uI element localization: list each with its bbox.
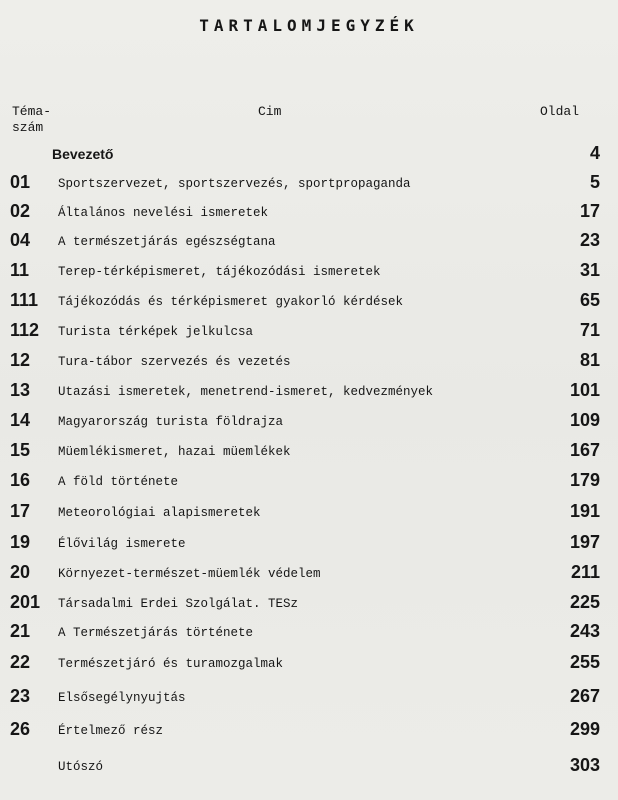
entry-title: Utazási ismeretek, menetrend-ismeret, kedvezmények: [58, 385, 434, 399]
entry-page: 299: [569, 719, 600, 739]
entry-title: Müemlékismeret, hazai müemlékek: [58, 445, 291, 459]
entry-title: Elsősegélynyujtás: [58, 691, 186, 705]
entry-page: 211: [570, 562, 600, 582]
entry-page: 23: [579, 230, 600, 250]
entry-title: Tura-tábor szervezés és vezetés: [58, 355, 291, 369]
entry-title: Turista térképek jelkulcsa: [58, 325, 254, 339]
entry-title: Értelmező rész: [58, 724, 164, 738]
entry-page: 71: [579, 320, 600, 340]
entry-number: 21: [10, 621, 31, 641]
toc-entry: [0, 290, 618, 320]
toc-entry: [0, 410, 618, 440]
toc-entry: [0, 652, 618, 682]
column-header-title: Cim: [258, 104, 282, 119]
entry-title: Utószó: [58, 760, 104, 774]
entry-number: 17: [10, 501, 31, 521]
entry-page: 167: [569, 440, 600, 460]
entry-number: 04: [10, 230, 31, 250]
entry-page: 101: [569, 380, 600, 400]
entry-page: 109: [569, 410, 600, 430]
toc-entry: [0, 320, 618, 350]
entry-title: Sportszervezet, sportszervezés, sportpropaganda: [58, 177, 411, 191]
entry-number: 12: [10, 350, 31, 370]
entry-page: 5: [589, 172, 600, 192]
entry-title: A természetjárás egészségtana: [58, 235, 276, 249]
entry-number: 23: [10, 686, 31, 706]
page-title: TARTALOMJEGYZÉK: [199, 16, 419, 35]
entry-page: 179: [569, 470, 600, 490]
entry-number: 14: [10, 410, 31, 430]
toc-entry: [0, 562, 618, 592]
entry-title: Meteorológiai alapismeretek: [58, 506, 261, 520]
entry-number: 02: [10, 201, 31, 221]
entry-title: Élővilág ismerete: [58, 537, 186, 551]
entry-number: 111: [10, 290, 39, 310]
entry-title: Terep-térképismeret, tájékozódási ismeretek: [58, 265, 381, 279]
toc-entry: [0, 532, 618, 562]
entry-number: 11: [10, 260, 30, 280]
entry-title: Magyarország turista földrajza: [58, 415, 284, 429]
entry-page: 303: [569, 755, 600, 775]
toc-entry: [0, 501, 618, 531]
entry-page: 243: [569, 621, 600, 641]
entry-title: Társadalmi Erdei Szolgálat. TESz: [58, 597, 299, 611]
entry-page: 81: [579, 350, 600, 370]
entry-number: 01: [10, 172, 31, 192]
toc-entry: [0, 230, 618, 260]
entry-title: A Természetjárás története: [58, 626, 254, 640]
entry-page: 255: [569, 652, 600, 672]
entry-page: 65: [579, 290, 600, 310]
entry-number: 22: [10, 652, 31, 672]
toc-entry: [0, 470, 618, 500]
entry-number: 26: [10, 719, 31, 739]
entry-number: 16: [10, 470, 31, 490]
entry-page: 31: [579, 260, 600, 280]
column-header-number: Téma- szám: [12, 104, 52, 135]
entry-title: Természetjáró és turamozgalmak: [58, 657, 284, 671]
toc-entry: [0, 350, 618, 380]
entry-number: 15: [10, 440, 31, 460]
toc-entry: [0, 755, 618, 785]
toc-entry: [0, 380, 618, 410]
toc-entry: [0, 592, 618, 622]
toc-entry: [0, 172, 618, 202]
entry-number: 19: [10, 532, 31, 552]
entry-number: 13: [10, 380, 31, 400]
entry-title: Tájékozódás és térképismeret gyakorló kérdések: [58, 295, 404, 309]
entry-number: 20: [10, 562, 31, 582]
entry-number: 112: [10, 320, 40, 340]
entry-page: 191: [569, 501, 600, 521]
toc-entry: [0, 143, 618, 173]
toc-entry: [0, 719, 618, 749]
toc-entry: [0, 686, 618, 716]
entry-title: A föld története: [58, 475, 179, 489]
toc-entry: [0, 201, 618, 231]
entry-title: Általános nevelési ismeretek: [58, 206, 269, 220]
entry-page: 4: [589, 143, 600, 163]
entry-number: 201: [10, 592, 41, 612]
column-header-page: Oldal: [540, 104, 580, 119]
entry-page: 17: [579, 201, 600, 221]
entry-page: 197: [569, 532, 600, 552]
entry-title: Bevezető: [52, 146, 114, 162]
entry-page: 267: [569, 686, 600, 706]
entry-title: Környezet-természet-müemlék védelem: [58, 567, 321, 581]
entry-page: 225: [569, 592, 600, 612]
toc-entry: [0, 621, 618, 651]
toc-entry: [0, 260, 618, 290]
toc-entry: [0, 440, 618, 470]
